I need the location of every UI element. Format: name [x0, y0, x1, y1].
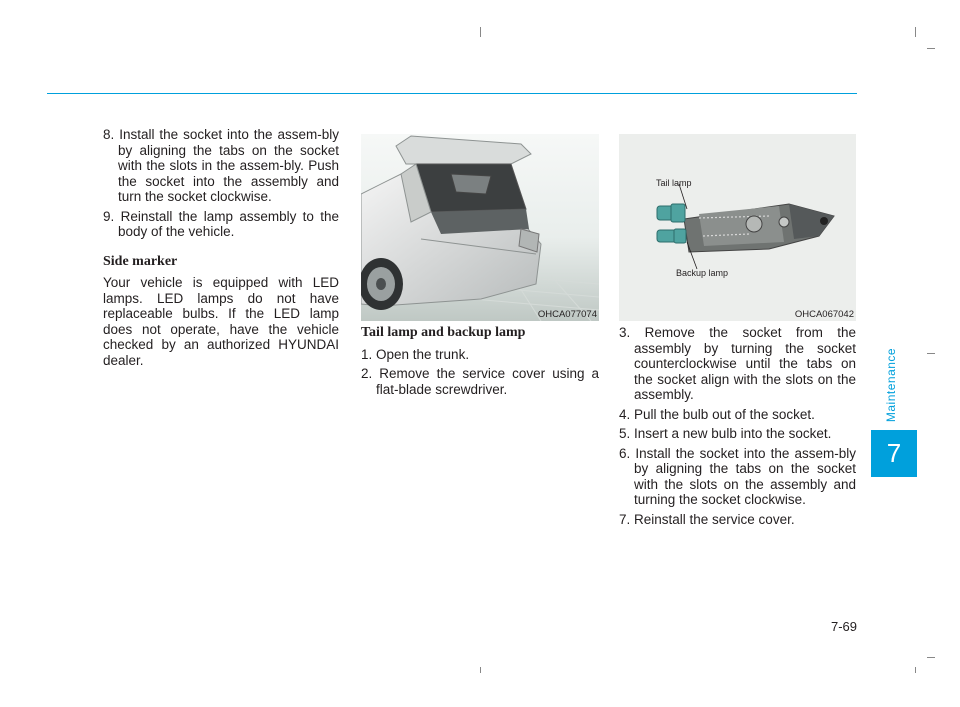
backup-lamp-callout: Backup lamp: [676, 268, 729, 278]
trunk-open-figure: [361, 134, 599, 321]
step-5: 5. Insert a new bulb into the socket.: [619, 426, 832, 441]
header-rule: [47, 93, 857, 94]
left-column: [103, 127, 339, 368]
step-1: 1. Open the trunk.: [361, 346, 470, 362]
tail-lamp-figure: [619, 134, 856, 321]
backup-lamp-socket: [657, 229, 686, 243]
step-6: 6. Install the socket into the assem-bly by aligning the tabs on the socket with the slots on the assembly and turning the socket clockwise.: [619, 445, 856, 507]
tail-lamp-socket: [657, 204, 685, 222]
step-2: 2. Remove the service cover using a flat-blade screwdriver.: [361, 366, 599, 397]
right-column: [619, 325, 856, 531]
car-illustration: [361, 134, 599, 321]
step-9: 9. Reinstall the lamp assembly to the body of the vehicle.: [103, 208, 339, 239]
step-7: 7. Reinstall the service cover.: [619, 511, 795, 527]
crop-mark: [480, 27, 481, 37]
crop-mark: [927, 657, 935, 658]
tail-lamp-illustration: [619, 134, 856, 321]
step-4: 4. Pull the bulb out of the socket.: [619, 406, 815, 422]
crop-mark: [915, 667, 916, 673]
step-3: 3. Remove the socket from the assembly by turning the socket counterclockwise until the tabs on the socket align with the slots on the assembly.: [619, 325, 856, 402]
crop-mark: [915, 27, 916, 37]
side-marker-heading: Side marker: [103, 253, 178, 269]
middle-column: [361, 325, 599, 401]
figure-code: OHCA067042: [794, 309, 854, 320]
section-label-text: Maintenance: [884, 347, 898, 423]
crop-mark: [927, 48, 935, 49]
step-8: 8. Install the socket into the assem-bly by aligning the tabs on the socket with the slots in the assem-bly. Push the socket into the assembly and turn the socket clockwise.: [103, 127, 339, 204]
figure-code: OHCA077074: [537, 309, 597, 320]
crop-mark: [927, 353, 935, 354]
page-number: 7-69: [830, 619, 857, 634]
tail-lamp-heading: Tail lamp and backup lamp: [361, 325, 526, 340]
crop-mark: [480, 667, 481, 673]
chapter-tab: 7: [871, 430, 917, 477]
tail-lamp-callout: Tail lamp: [656, 178, 692, 188]
section-label: [883, 330, 899, 440]
side-marker-text: Your vehicle is equipped with LED lamps. LED lamps do not have replaceable bulbs. If the LED lamp does not operate, have the vehicle checked by an authorized HYUNDAI dealer.: [103, 275, 339, 368]
